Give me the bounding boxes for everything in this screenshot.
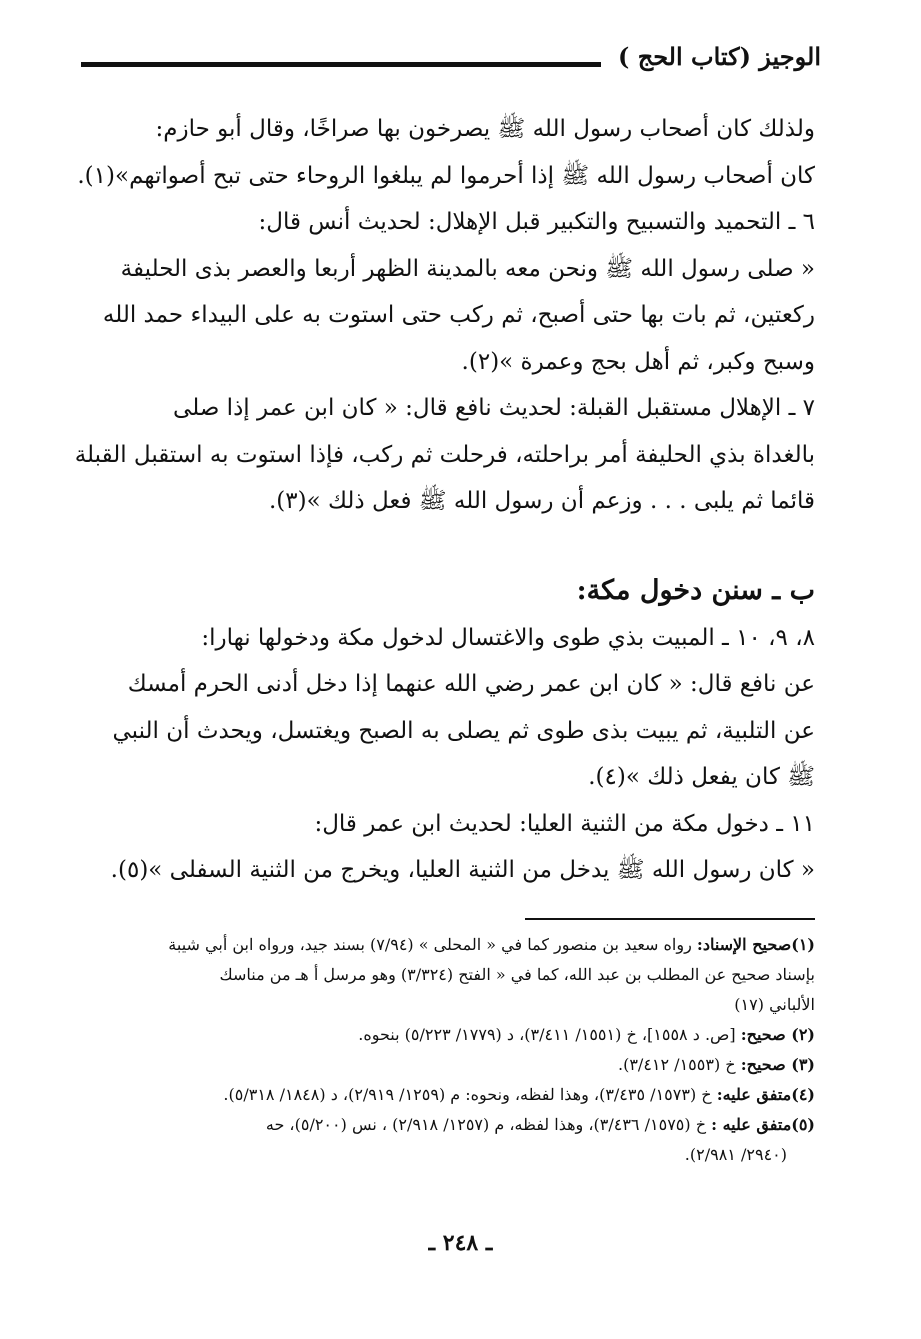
footnote bbox=[85, 1020, 815, 1050]
footnote bbox=[85, 990, 815, 1020]
footnote-text: [ص. د ١٥٥٨]، خ (١٥٥١/ ٣/٤١١)، د (١٧٧٩/ ٥/٢٢٣) بنحوه. bbox=[358, 1025, 736, 1044]
footnote-text: (٢٩٤٠/ ٢/٩٨١). bbox=[684, 1145, 787, 1164]
main-text bbox=[74, 106, 815, 894]
running-title: الوجيز (كتاب الحج ) bbox=[617, 42, 821, 71]
footnote-text: خ (١٥٧٣/ ٣/٤٣٥)، وهذا لفظه، ونحوه: م (١٢٥٩/ ٢/٩١٩)، د (١٨٤٨/ ٥/٣١٨). bbox=[223, 1085, 712, 1104]
page-header bbox=[81, 42, 821, 82]
text-line: وسبح وكبر، ثم أهل بحج وعمرة »(٢). bbox=[461, 348, 815, 375]
text-line: ﷺ كان يفعل ذلك »(٤). bbox=[588, 764, 815, 790]
section-heading: ب ـ سنن دخول مكة: bbox=[576, 574, 815, 606]
footnote-text: الألباني (١٧) bbox=[734, 995, 815, 1014]
footnote-label: (٢) صحيح: bbox=[740, 1025, 815, 1044]
footnotes bbox=[85, 930, 815, 1170]
text-line: ٨، ٩، ١٠ ـ المبيت بذي طوى والاغتسال لدخول مكة ودخولها نهارا: bbox=[201, 624, 815, 651]
text-line: ٧ ـ الإهلال مستقبل القبلة: لحديث نافع قال: « كان ابن عمر إذا صلى bbox=[173, 395, 815, 421]
footnote-text: خ (١٥٥٣/ ٣/٤١٢). bbox=[618, 1055, 736, 1074]
footnote bbox=[85, 1050, 815, 1080]
header-rule bbox=[81, 62, 601, 67]
text-line: ٦ ـ التحميد والتسبيح والتكبير قبل الإهلال: لحديث أنس قال: bbox=[258, 209, 815, 235]
footnote bbox=[85, 930, 815, 960]
text-line: عن التلبية، ثم يبيت بذى طوى ثم يصلى به الصبح ويغتسل، ويحدث أن النبي bbox=[112, 717, 815, 744]
footnote bbox=[85, 1080, 815, 1110]
text-line: « كان رسول الله ﷺ يدخل من الثنية العليا، ويخرج من الثنية السفلى »(٥). bbox=[110, 857, 815, 883]
footnote bbox=[85, 960, 815, 990]
footnote-label: (٥)متفق عليه : bbox=[711, 1115, 815, 1134]
footnote-text: رواه سعيد بن منصور كما في « المحلى » (٧/٩٤) بسند جيد، ورواه ابن أبي شيبة bbox=[168, 935, 692, 954]
text-line: بالغداة بذي الحليفة أمر براحلته، فرحلت ثم ركب، فإذا استوت به استقبل القبلة bbox=[74, 441, 815, 468]
text-line: قائما ثم يلبى . . . وزعم أن رسول الله ﷺ فعل ذلك »(٣). bbox=[269, 488, 815, 514]
text-line: ١١ ـ دخول مكة من الثنية العليا: لحديث ابن عمر قال: bbox=[314, 810, 815, 837]
footnote bbox=[85, 1140, 815, 1170]
text-line: ولذلك كان أصحاب رسول الله ﷺ يصرخون بها صراخًا، وقال أبو حازم: bbox=[155, 116, 815, 142]
footnote bbox=[85, 1110, 815, 1140]
text-line: « صلى رسول الله ﷺ ونحن معه بالمدينة الظهر أربعا والعصر بذى الحليفة bbox=[120, 255, 815, 282]
footnote-label: (٣) صحيح: bbox=[740, 1055, 815, 1074]
footnote-text: خ (١٥٧٥/ ٣/٤٣٦)، وهذا لفظه، م (١٢٥٧/ ٢/٩١٨) ، نس (٥/٢٠٠)، حه bbox=[265, 1115, 707, 1134]
paragraph-gap bbox=[85, 525, 815, 567]
page-number: ـ ٢٤٨ ـ bbox=[428, 1230, 493, 1256]
text-line: ركعتين، ثم بات بها حتى أصبح، ثم ركب حتى استوت به على البيداء حمد الله bbox=[102, 302, 815, 328]
footnote-text: بإسناد صحيح عن المطلب بن عبد الله، كما في « الفتح (٣/٣٢٤) وهو مرسل أ هـ من مناسك bbox=[219, 965, 815, 984]
footnote-separator bbox=[525, 918, 815, 920]
footnote-label: (٤)متفق عليه: bbox=[716, 1085, 815, 1104]
footnote-label: (١)صحيح الإسناد: bbox=[696, 935, 815, 954]
text-line: كان أصحاب رسول الله ﷺ إذا أحرموا لم يبلغوا الروحاء حتى تبح أصواتهم»(١). bbox=[77, 162, 815, 189]
text-line: عن نافع قال: « كان ابن عمر رضي الله عنهما إذا دخل أدنى الحرم أمسك bbox=[127, 671, 815, 697]
